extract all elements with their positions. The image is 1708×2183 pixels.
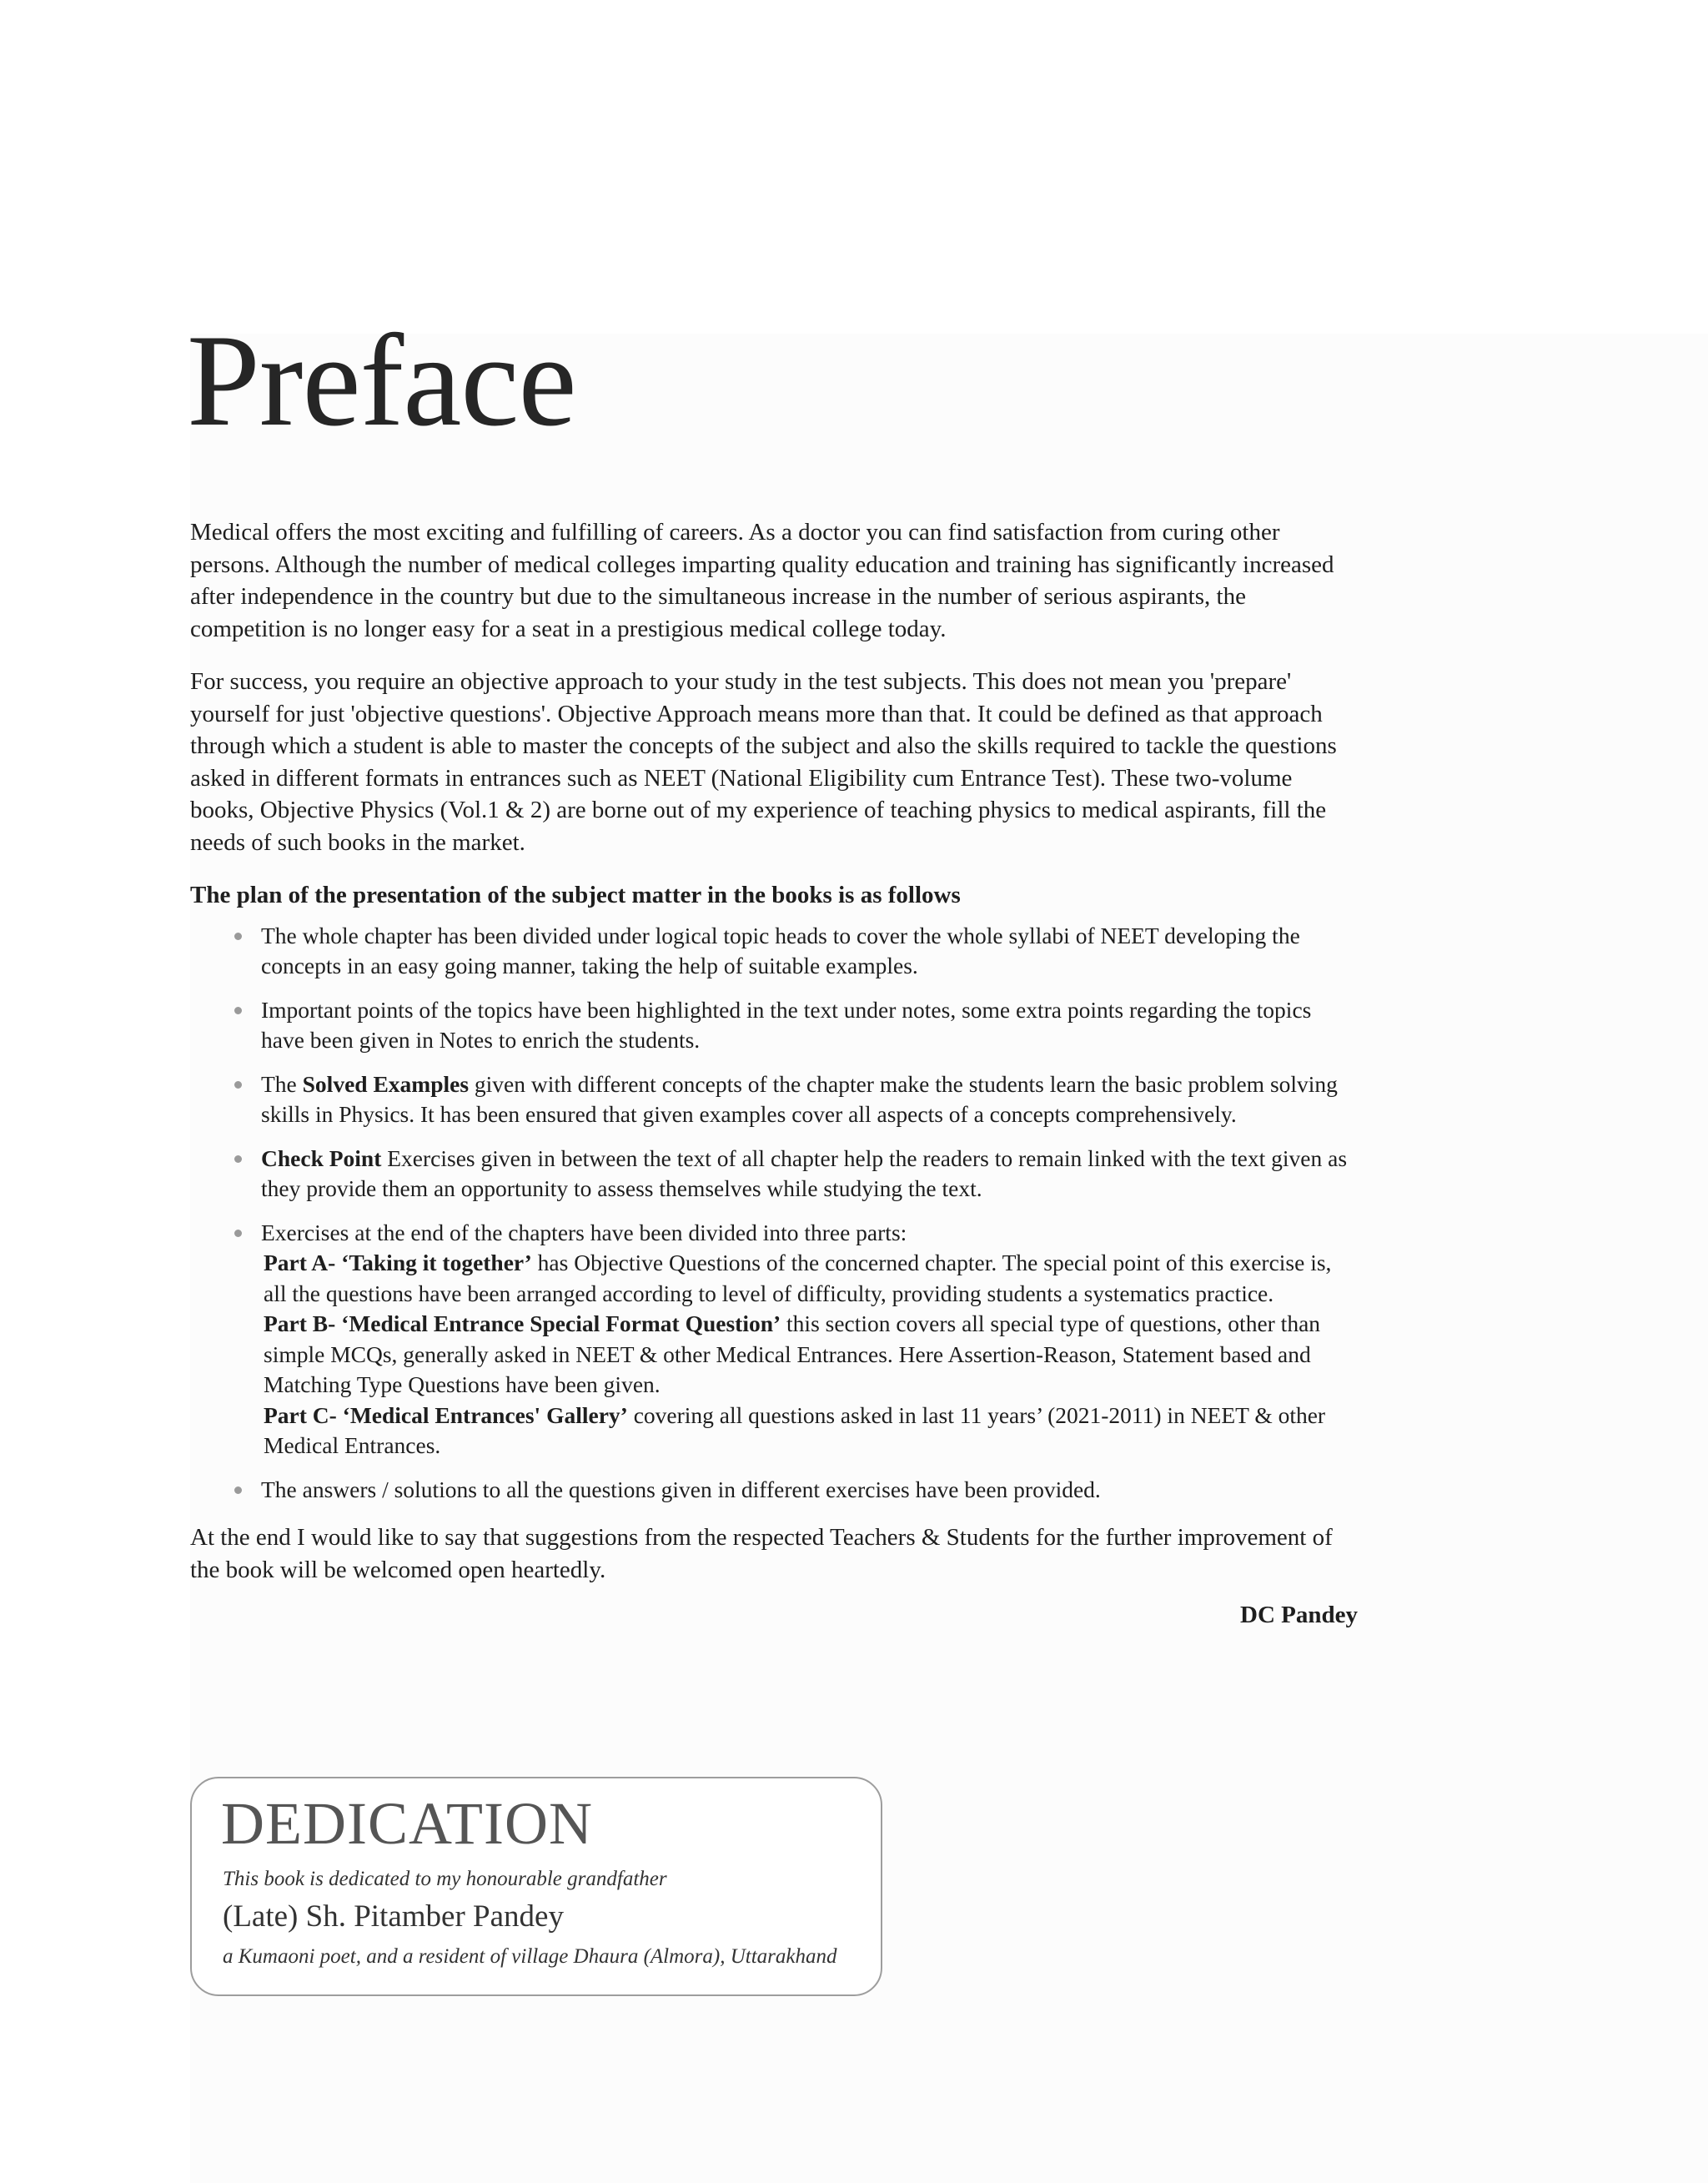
- page-title: Preface: [187, 308, 576, 454]
- list-item: [261, 921, 1358, 982]
- list-item-text: Exercises given in between the text of all chapter help the readers to remain linked with the text given as they provide them an opportunity to assess themselves while studying the text.: [261, 1144, 1348, 1201]
- dedication-box: [190, 1777, 882, 1996]
- closing-paragraph: At the end I would like to say that suggestions from the respected Teachers & Students for the further improvement of the book will be welcomed open heartedly.: [190, 1524, 1333, 1583]
- part-b: [261, 1309, 1358, 1401]
- list-item: [261, 1069, 1358, 1130]
- part-b-title: Part B- ‘Medical Entrance Special Format Question’: [264, 1310, 781, 1336]
- part-c-text: covering all questions asked in last 11 years’ (2021-2011) in NEET & other Medical Entrances.: [264, 1401, 1326, 1458]
- list-item-text: given with different concepts of the chapter make the students learn the basic problem solving skills in Physics. It has been ensured that given examples cover all aspects of a concepts comprehensively.: [261, 1070, 1338, 1127]
- solved-examples-term: Solved Examples: [302, 1070, 470, 1097]
- intro-paragraph: Medical offers the most exciting and fulfilling of careers. As a doctor you can find satisfaction from curing other persons. Although the number of medical colleges imparting quality education and training has significantly increased after independence in the country but due to the simultaneous increase in the number of serious aspirants, the competition is no longer easy for a seat in a prestigious medical college today.: [190, 519, 1334, 642]
- list-item-text: Important points of the topics have been highlighted in the text under notes, some extra points regarding the topics have been given in Notes to enrich the students.: [261, 996, 1312, 1053]
- author-signature: DC Pandey: [1240, 1602, 1358, 1628]
- list-item: [261, 1144, 1358, 1205]
- dedication-title: DEDICATION: [221, 1790, 593, 1857]
- approach-paragraph: For success, you require an objective approach to your study in the test subjects. This does not mean you 'prepare' yourself for just 'objective questions'. Objective Approach means more than that. It could be defined as that approach through which a student is able to master the concepts of the subject and also the skills required to tackle the questions asked in different formats in entrances such as NEET (National Eligibility cum Entrance Test). These two-volume books, Objective Physics (Vol.1 & 2) are borne out of my experience of teaching physics to medical aspirants, fill the needs of such books in the market.: [190, 668, 1337, 856]
- part-c: [261, 1401, 1358, 1461]
- part-a-title: Part A- ‘Taking it together’: [264, 1250, 532, 1275]
- preface-body: [190, 516, 1358, 1632]
- dedication-description: a Kumaoni poet, and a resident of village Dhaura (Almora), Uttarakhand: [223, 1945, 837, 1968]
- dedication-name: (Late) Sh. Pitamber Pandey: [223, 1899, 564, 1934]
- list-item-text-prefix: The: [261, 1070, 303, 1097]
- list-item: [261, 1218, 1358, 1461]
- dedication-line: This book is dedicated to my honourable grandfather: [223, 1868, 667, 1890]
- list-item-text: The answers / solutions to all the questions given in different exercises have been provided.: [261, 1476, 1101, 1502]
- plan-heading: The plan of the presentation of the subject matter in the books is as follows: [190, 882, 961, 908]
- check-point-term: Check Point: [261, 1144, 382, 1171]
- list-item: [261, 1475, 1358, 1506]
- part-b-text: this section covers all special type of questions, other than simple MCQs, generally asked in NEET & other Medical Entrances. Here Assertion-Reason, Statement based and Matching Type Questions have been given.: [264, 1310, 1321, 1397]
- part-a-text: has Objective Questions of the concerned chapter. The special point of this exercise is, all the questions have been arranged according to level of difficulty, providing students a systematics practice.: [264, 1250, 1332, 1306]
- part-c-title: Part C- ‘Medical Entrances' Gallery’: [264, 1401, 628, 1428]
- plan-list: [190, 921, 1358, 1506]
- part-a: [261, 1248, 1358, 1309]
- list-item-text: The whole chapter has been divided under logical topic heads to cover the whole syllabi of NEET developing the concepts in an easy going manner, taking the help of suitable examples.: [261, 922, 1300, 978]
- exercises-intro: Exercises at the end of the chapters have been divided into three parts:: [261, 1219, 907, 1245]
- list-item: [261, 995, 1358, 1056]
